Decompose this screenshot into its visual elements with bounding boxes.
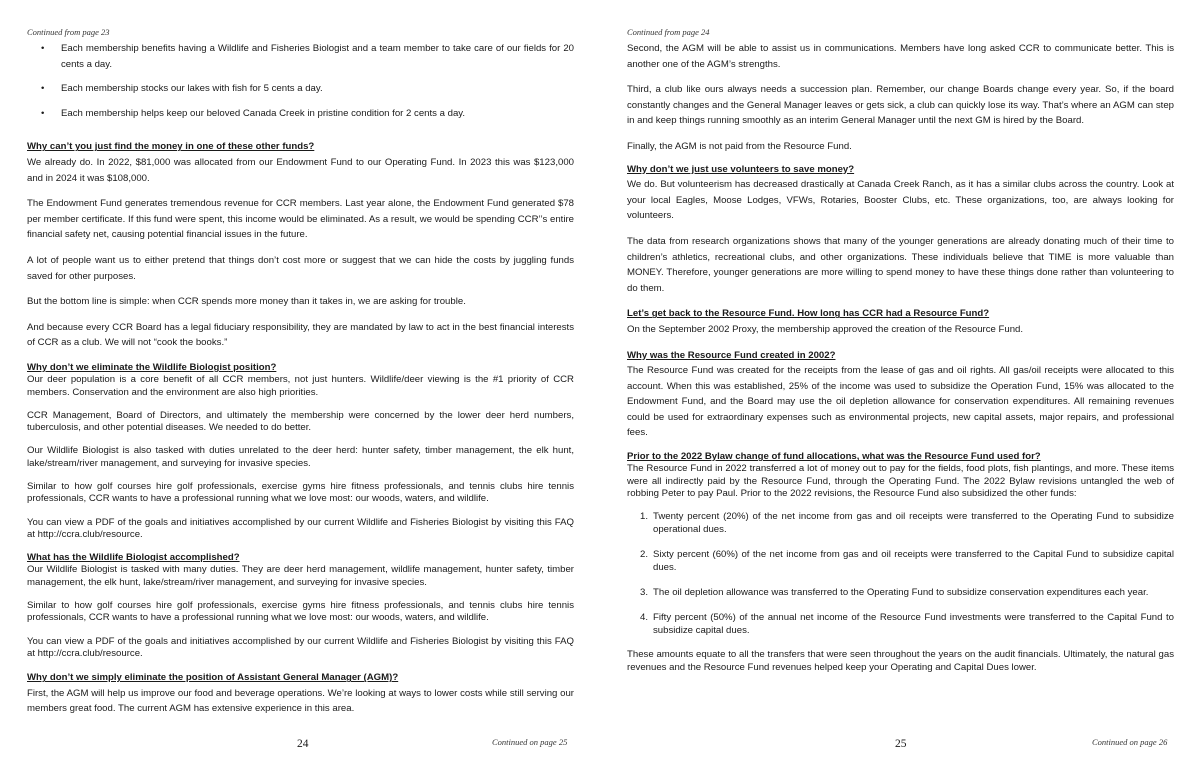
paragraph: First, the AGM will help us improve our food and beverage operations. We’re looking at ways to lower costs while still serving our members great food. The current AGM has extensive experience in this area. [27, 687, 574, 715]
question-heading: Let’s get back to the Resource Fund. How long has CCR had a Resource Fund? [627, 308, 990, 320]
list-item: 4. Fifty percent (50%) of the annual net income of the Resource Fund investments were transferred to the Capital Fund to subsidize capital dues. [640, 612, 1174, 637]
list-item: 2. Sixty percent (60%) of the net income from gas and oil receipts were transferred to the Capital Fund to subsidize capital dues. [640, 549, 1174, 574]
question-heading: Why don’t we eliminate the Wildlife Biologist position? [27, 361, 277, 373]
paragraph: Our Wildlife Biologist is tasked with many duties. They are deer herd management, wildlife management, hunter safety, timber management, the elk hunt, lake/stream/river management, and surveying for invasive species. [27, 564, 574, 588]
bullet-item: • Each membership benefits having a Wildlife and Fisheries Biologist and a team member to take care of our fields for 20 cents a day. [41, 43, 574, 70]
bullet-item: • Each membership helps keep our beloved Canada Creek in pristine condition for 2 cents a day. [41, 107, 466, 119]
paragraph: On the September 2002 Proxy, the membership approved the creation of the Resource Fund. [627, 323, 1024, 335]
continued-on-label: Continued on page 25 [492, 737, 568, 747]
list-item: 3. The oil depletion allowance was transferred to the Operating Fund to subsidize conservation expenditures each year. [640, 587, 1149, 599]
left-page-body [27, 41, 574, 717]
continued-on-label: Continued on page 26 [1092, 737, 1168, 747]
paragraph: Similar to how golf courses hire golf professionals, exercise gyms hire fitness professionals, and tennis clubs hire tennis professionals, CCR wants to have a professional running what we love most: our woods, waters, and wildlife. [27, 600, 574, 624]
question-heading: Prior to the 2022 Bylaw change of fund allocations, what was the Resource Fund used for? [627, 451, 1041, 463]
list-item: 1. Twenty percent (20%) of the net income from gas and oil receipts were transferred to the Operating Fund to subsidize operational dues. [640, 511, 1174, 536]
bullet-item: • Each membership stocks our lakes with fish for 5 cents a day. [41, 83, 323, 95]
paragraph: Finally, the AGM is not paid from the Resource Fund. [627, 140, 852, 152]
continued-from-label: Continued from page 24 [627, 27, 710, 37]
question-heading: Why was the Resource Fund created in 2002? [627, 349, 836, 361]
question-heading: Why don’t we simply eliminate the position of Assistant General Manager (AGM)? [27, 672, 399, 684]
paragraph: But the bottom line is simple: when CCR spends more money than it takes in, we are asking for trouble. [27, 296, 466, 308]
paragraph: We do. But volunteerism has decreased drastically at Canada Creek Ranch, as it has a similar clubs across the country. Look at your local Eagles, Moose Lodges, VFWs, Rotaries, Booster Clubs, etc. These organizations, too, are always looking for volunteers. [627, 179, 1174, 222]
paragraph: And because every CCR Board has a legal fiduciary responsibility, they are mandated by law to act in the best financial interests of CCR as a club. We will not “cook the books.” [27, 321, 574, 349]
question-heading: Why can’t you just find the money in one of these other funds? [27, 141, 315, 153]
paragraph: CCR Management, Board of Directors, and ultimately the membership were concerned by the lower deer herd numbers, tuberculosis, and other potential diseases. We needed to do better. [27, 409, 574, 434]
question-heading: Why don’t we just use volunteers to save money? [627, 163, 855, 175]
right-page [627, 0, 1174, 776]
paragraph: The Endowment Fund generates tremendous revenue for CCR members. Last year alone, the Endowment Fund generated $78 per member certificate. If this fund were spent, this income would be eliminated. As a result, we would be spending CCR’’s entire financial safety net, causing potential financial issues in the future. [27, 198, 574, 241]
paragraph: A lot of people want us to either pretend that things don’t cost more or suggest that we can hide the costs by juggling funds saved for other purposes. [27, 254, 574, 282]
page-number: 25 [895, 738, 907, 750]
paragraph: We already do. In 2022, $81,000 was allocated from our Endowment Fund to our Operating Fund. In 2023 this was $123,000 and in 2024 it was $108,000. [27, 156, 574, 184]
paragraph: Third, a club like ours always needs a succession plan. Remember, our change Boards change every year. So, if the board constantly changes and the General Manager leaves or gets sick, a club can quickly lose its way. That’s where an AGM can step in and keep things running smoothly as an interim General Manager until the next GM is hired by the Board. [627, 84, 1174, 127]
paragraph: You can view a PDF of the goals and initiatives accomplished by our current Wildlife and Fisheries Biologist by visiting this FAQ at http://ccra.club/resource. [27, 635, 574, 659]
left-page [27, 0, 574, 776]
question-heading: What has the Wildlife Biologist accomplished? [27, 552, 240, 564]
page-number: 24 [297, 738, 309, 750]
paragraph: These amounts equate to all the transfers that were seen throughout the years on the audit financials. Ultimately, the natural gas revenues and the Resource Fund revenues helped keep your Operating and Capital Dues lower. [627, 649, 1174, 673]
paragraph: Our deer population is a core benefit of all CCR members, not just hunters. Wildlife/deer viewing is the #1 priority of CCR members. Conservation and the environment are also high priorities. [27, 374, 574, 398]
continued-from-label: Continued from page 23 [27, 27, 110, 37]
paragraph: The Resource Fund in 2022 transferred a lot of money out to pay for the fields, food plots, fish plantings, and more. These items were all indirectly paid by the Resource Fund, through the Operating Fund. The 2022 Bylaw revisions untangled the web of robbing Peter to pay Paul. Prior to the 2022 revisions, the Resource Fund also subsidized the other funds: [627, 463, 1174, 499]
right-page-body [627, 41, 1174, 674]
paragraph: Our Wildlife Biologist is also tasked with duties unrelated to the deer herd: hunter safety, timber management, the elk hunt, lake/stream/river management, and surveying for invasive species. [27, 445, 574, 469]
paragraph: Second, the AGM will be able to assist us in communications. Members have long asked CCR to communicate better. This is another one of the AGM’s strengths. [627, 43, 1174, 70]
paragraph: Similar to how golf courses hire golf professionals, exercise gyms hire fitness professionals, and tennis clubs hire tennis professionals, CCR wants to have a professional running what we love most: our woods, waters, and wildlife. [27, 480, 574, 505]
paragraph: The data from research organizations shows that many of the younger generations are already donating much of their time to children’s athletics, recreational clubs, and other organizations. These individuals believe that TIME is more valuable than MONEY. Therefore, younger generations are more willing to spend money to have these things done rather than volunteering to do them. [627, 235, 1174, 294]
paragraph: You can view a PDF of the goals and initiatives accomplished by our current Wildlife and Fisheries Biologist by visiting this FAQ at http://ccra.club/resource. [27, 516, 574, 540]
paragraph: The Resource Fund was created for the receipts from the lease of gas and oil rights. All gas/oil receipts were allocated to this account. When this was established, 25% of the income was used to subsidize the Operation Fund, 15% was allocated to the Endowment Fund, and the Board may use the oil depletion allowance for conservation expenditures. All remaining revenues could be used for extraordinary expenses such as environmental projects, new capital assets, major repairs, and professional fees. [627, 365, 1174, 439]
